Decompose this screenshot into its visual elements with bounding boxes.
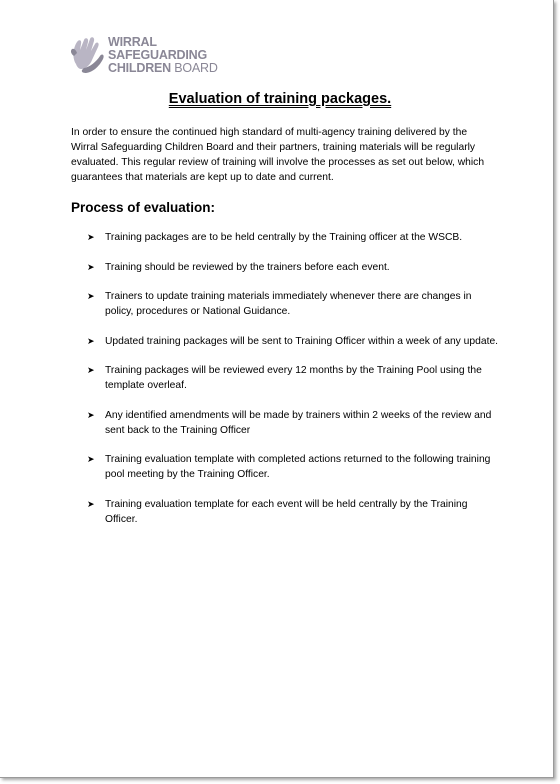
logo-line-3-bold: CHILDREN <box>108 61 171 75</box>
list-item-text: Training should be reviewed by the trainers before each event. <box>105 261 390 273</box>
arrow-bullet-icon: ➤ <box>87 498 95 509</box>
wscb-logo <box>70 34 230 78</box>
logo-text <box>108 36 218 75</box>
hands-icon <box>70 34 106 74</box>
list-item-text: Training packages are to be held centrally by the Training officer at the WSCB. <box>105 232 463 243</box>
list-item <box>71 452 501 482</box>
process-heading: Process of evaluation: <box>71 200 216 215</box>
list-item <box>71 334 501 349</box>
logo-line-3 <box>108 62 218 75</box>
arrow-bullet-icon: ➤ <box>87 335 95 346</box>
list-item <box>71 363 501 393</box>
logo-line-1: WIRRAL <box>108 35 157 49</box>
intro-paragraph: In order to ensure the continued high standard of multi-agency training delivered by the Wirral Safeguarding Children Board and their partners, training materials will be regularly evaluated. This regular review of training will involve the processes as set out below, which guarantees that materials are kept up to date and current. <box>71 127 485 183</box>
arrow-bullet-icon: ➤ <box>87 232 95 242</box>
list-item-text: Training evaluation template for each event will be held centrally by the Training Officer. <box>105 498 468 525</box>
list-item <box>71 289 501 319</box>
arrow-bullet-icon: ➤ <box>87 291 95 301</box>
list-item-text: Training packages will be reviewed every 12 months by the Training Pool using the template overleaf. <box>105 365 482 391</box>
logo-line-2: SAFEGUARDING <box>108 48 207 62</box>
list-item <box>71 260 501 275</box>
list-item-text: Any identified amendments will be made by trainers within 2 weeks of the review and sent back to the Training Officer <box>105 409 492 436</box>
list-item <box>71 230 501 245</box>
list-item <box>71 408 501 438</box>
arrow-bullet-icon: ➤ <box>87 261 95 272</box>
list-item <box>71 497 501 527</box>
list-item-text: Updated training packages will be sent to Training Officer within a week of any update. <box>105 335 499 347</box>
list-item-text: Trainers to update training materials immediately whenever there are changes in policy, procedures or National Guidance. <box>105 291 472 317</box>
logo-line-3-light: BOARD <box>170 61 218 75</box>
arrow-bullet-icon: ➤ <box>87 454 95 464</box>
page-title-text: Evaluation of training packages. <box>168 91 392 107</box>
arrow-bullet-icon: ➤ <box>87 409 95 420</box>
arrow-bullet-icon: ➤ <box>87 365 95 375</box>
process-bullet-list <box>71 230 501 541</box>
list-item-text: Training evaluation template with completed actions returned to the following training pool meeting by the Training Officer. <box>105 454 491 480</box>
page-title <box>0 91 560 107</box>
